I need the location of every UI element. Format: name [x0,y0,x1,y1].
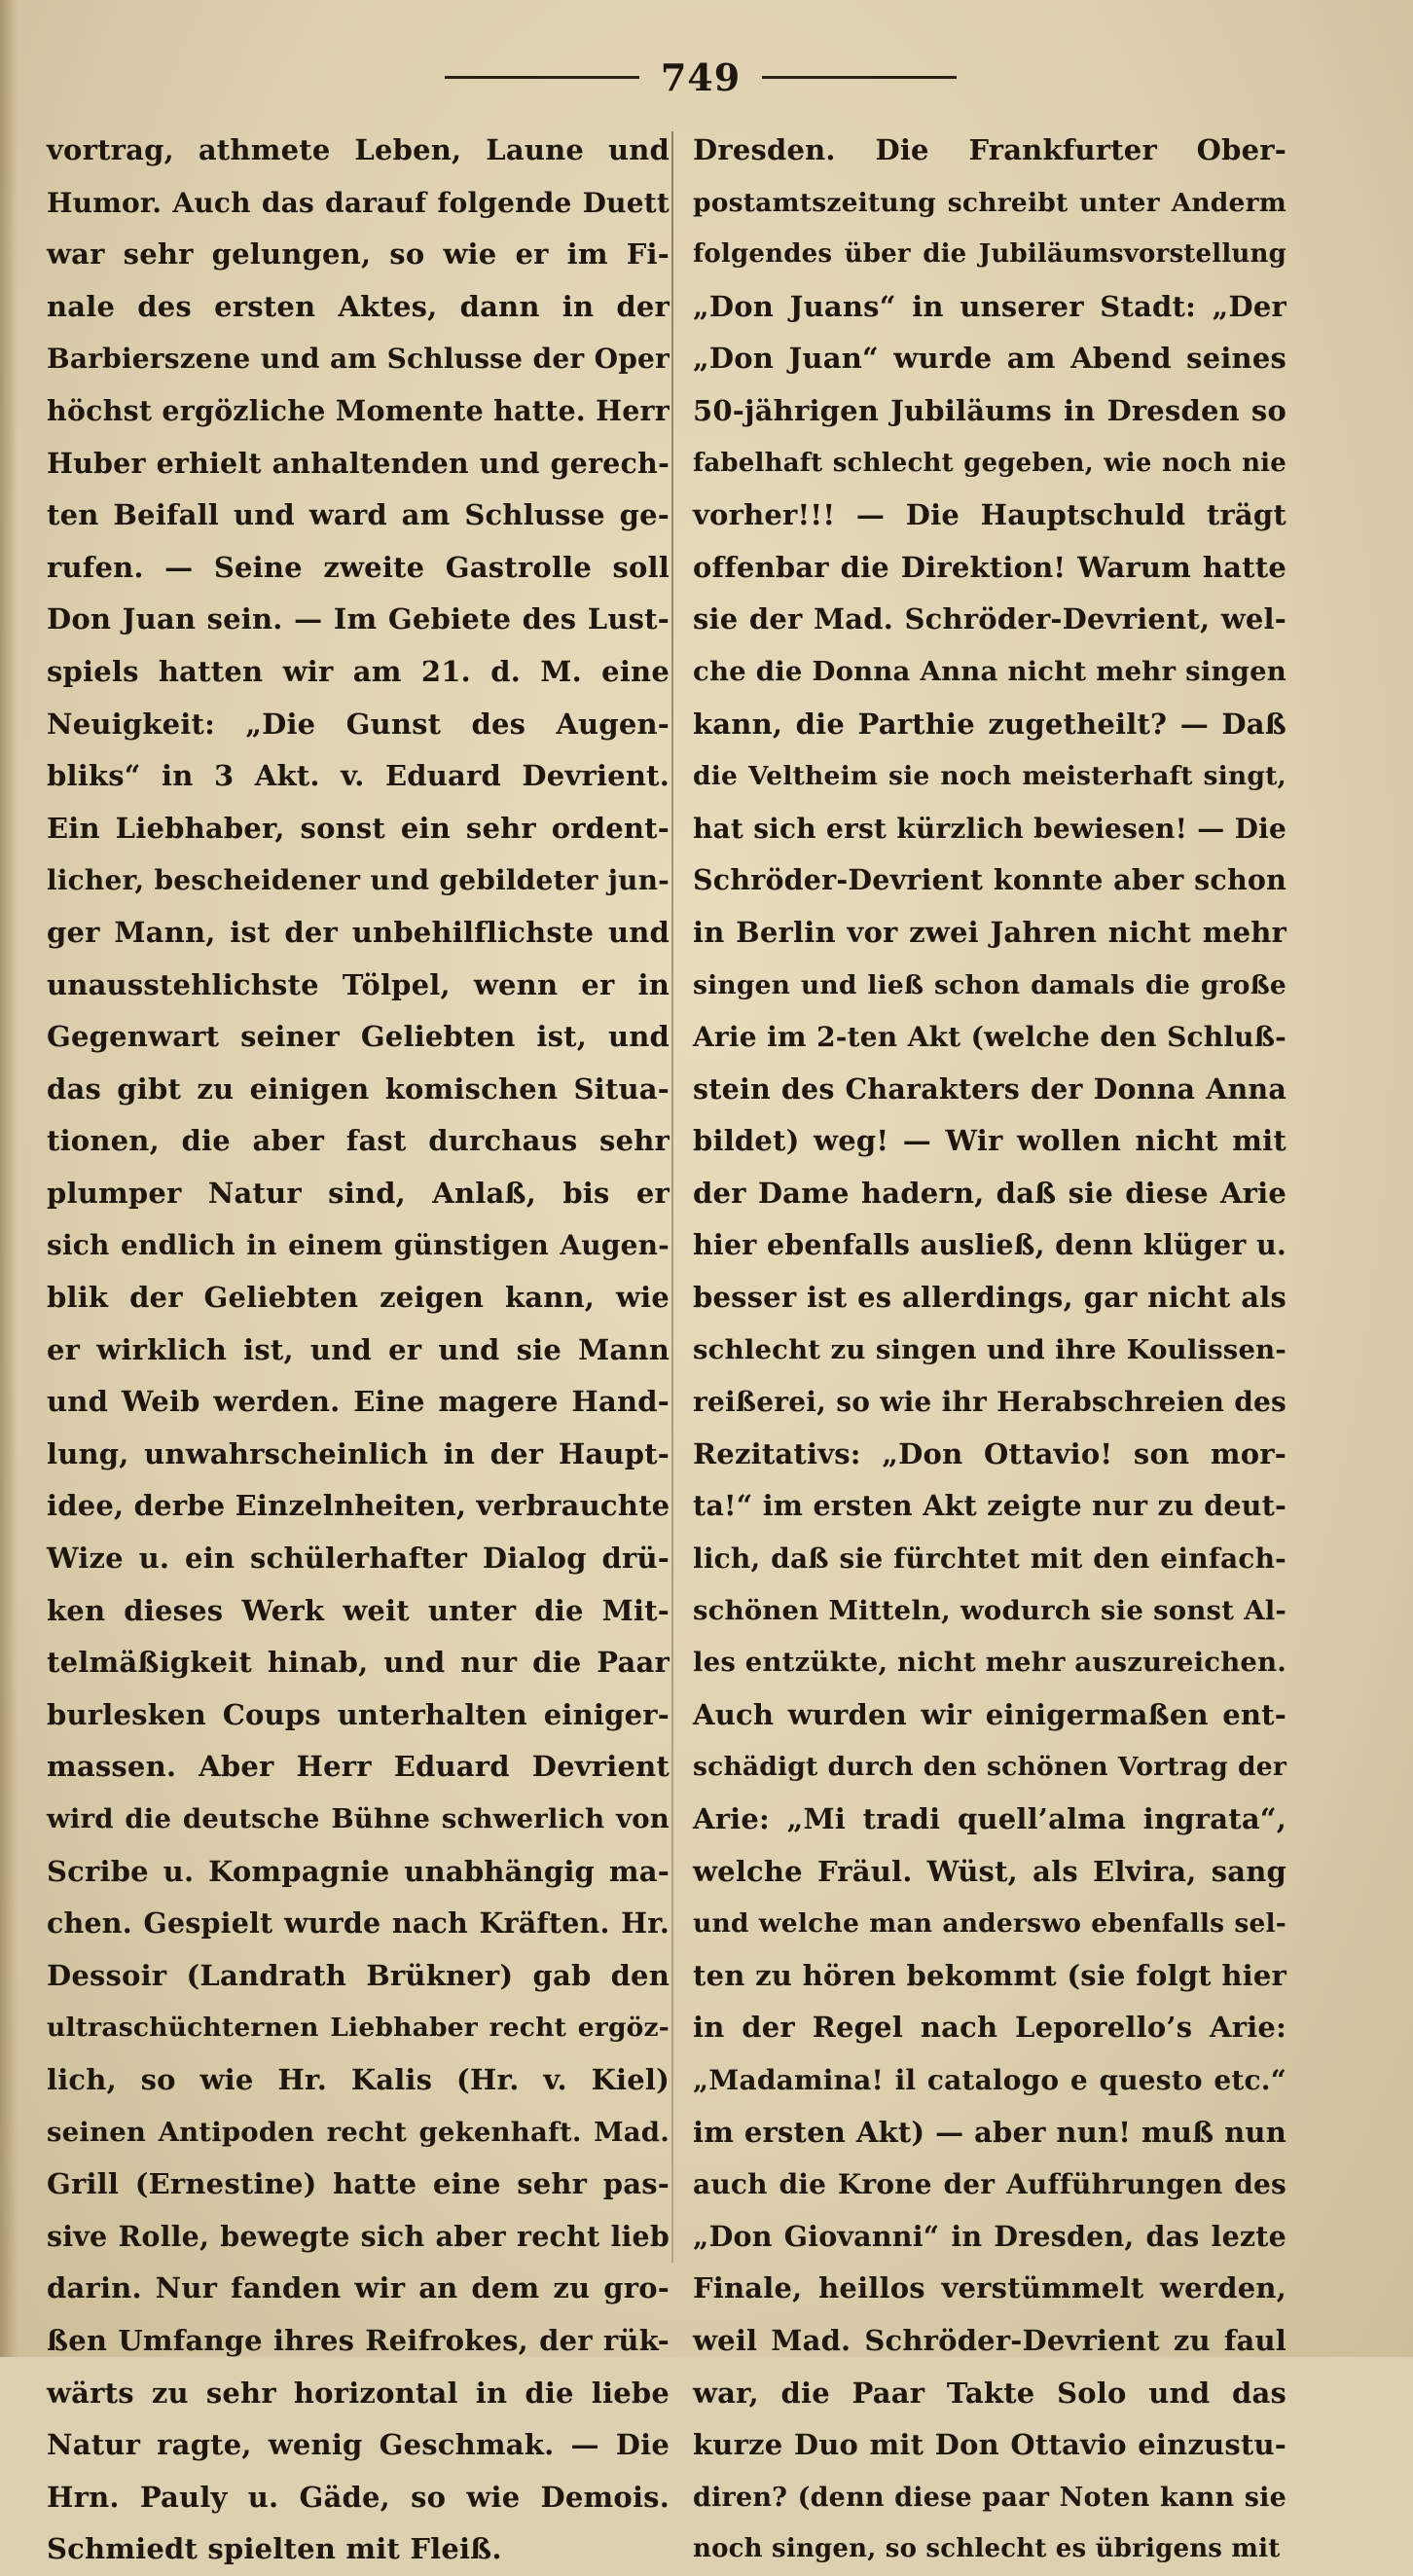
text-line: Scribe u. Kompagnie unabhängig ma- [47,1854,670,1888]
text-line: ultraschüchternen Liebhaber recht ergöz- [47,2013,670,2044]
text-line: licher, bescheidener und gebildeter jun- [47,864,670,897]
text-line: ten Beifall und ward am Schlusse ge- [47,498,670,532]
text-line: Hrn. Pauly u. Gäde, so wie Demois. [47,2480,670,2514]
text-line: auch die Krone der Aufführungen des [693,2168,1286,2201]
text-line: war sehr gelungen, so wie er im Fi- [47,237,670,272]
text-line: Dresden. Die Frankfurter Ober- [693,133,1286,166]
text-line: sive Rolle, bewegte sich aber recht lieb [47,2219,670,2253]
text-line: burlesken Coups unterhalten einiger- [47,1697,670,1731]
page-number: 749 [660,54,742,99]
text-line: bliks“ in 3 Akt. v. Eduard Devrient. [47,759,670,793]
text-line: welche Fräul. Wüst, als Elvira, sang [693,1854,1286,1888]
text-line: noch singen, so schlecht es übrigens mit [693,2534,1281,2564]
text-line: Arie im 2-ten Akt (welche den Schluß- [693,1021,1286,1054]
text-line: und welche man anderswo ebenfalls sel- [693,1908,1286,1940]
text-line: folgendes über die Jubiläumsvorstellung [693,239,1286,270]
text-line: in Berlin vor zwei Jahren nicht mehr [693,915,1286,949]
text-line: kurze Duo mit Don Ottavio einzustu- [693,2428,1286,2462]
text-line: Gegenwart seiner Geliebten ist, und [47,1020,670,1054]
text-line: der Dame hadern, daß sie diese Arie [693,1176,1286,1210]
text-line: weil Mad. Schröder-Devrient zu faul [693,2323,1286,2357]
header-rule-left [445,76,639,79]
text-line: Finale, heillos verstümmelt werden, [693,2271,1286,2305]
text-line: Humor. Auch das darauf folgende Duett [47,186,670,219]
text-line: lich, daß sie fürchtet mit den einfach- [693,1542,1286,1576]
text-line: Neuigkeit: „Die Gunst des Augen- [47,707,670,741]
text-line: blik der Geliebten zeigen kann, wie [47,1281,670,1315]
text-line: spiels hatten wir am 21. d. M. eine [47,654,670,688]
left-column [47,125,670,2566]
text-line: idee, derbe Einzelnheiten, verbrauchte [47,1489,670,1523]
text-line: ger Mann, ist der unbehilflichste und [47,915,670,949]
text-line: und Weib werden. Eine magere Hand- [47,1385,670,1419]
text-line: ken dieses Werk weit unter die Mit- [47,1593,670,1627]
text-line: tionen, die aber fast durchaus sehr [47,1124,670,1158]
text-line: nale des ersten Aktes, dann in der [47,289,670,323]
text-line: „Don Giovanni“ in Dresden, das lezte [693,2219,1286,2253]
text-line: im ersten Akt) — aber nun! muß nun [693,2115,1286,2149]
text-line: ten zu hören bekommt (sie folgt hier [693,1958,1286,1992]
text-line: massen. Aber Herr Eduard Devrient [47,1750,670,1784]
text-line: er wirklich ist, und er und sie Mann [47,1332,670,1366]
text-line: ßen Umfange ihres Reifrokes, der rük- [47,2323,670,2357]
text-line: Rezitativs: „Don Ottavio! son mor- [693,1436,1286,1470]
text-line: rufen. — Seine zweite Gastrolle soll [47,550,670,584]
text-line: 50-jährigen Jubiläums in Dresden so [693,393,1286,427]
text-line: „Madamina! il catalogo e questo etc.“ [693,2063,1286,2096]
text-line: hat sich erst kürzlich bewiesen! — Die [693,812,1286,845]
text-line: Schmiedt spielten mit Fleiß. [47,2532,502,2566]
text-line: unausstehlichste Tölpel, wenn er in [47,967,670,1001]
text-line: Arie: „Mi tradi quell’alma ingrata“, [693,1802,1286,1835]
text-line: bildet) weg! — Wir wollen nicht mit [693,1124,1286,1158]
text-line: die Veltheim sie noch meisterhaft singt, [693,761,1286,792]
text-line: fabelhaft schlecht gegeben, wie noch nie [693,448,1286,478]
text-line: Wize u. ein schülerhafter Dialog drü- [47,1542,670,1576]
text-line: Huber erhielt anhaltenden und gerech- [47,446,670,480]
text-line: ta!“ im ersten Akt zeigte nur zu deut- [693,1489,1286,1523]
text-line: seinen Antipoden recht gekenhaft. Mad. [47,2116,670,2148]
text-line: schlecht zu singen und ihre Koulissen- [693,1333,1286,1365]
text-line: chen. Gespielt wurde nach Kräften. Hr. [47,1906,670,1941]
text-line: reißerei, so wie ihr Herabschreien des [693,1386,1286,1419]
text-line: schönen Mitteln, wodurch sie sonst Al- [693,1594,1286,1626]
text-line: das gibt zu einigen komischen Situa- [47,1071,670,1106]
text-line: singen und ließ schon damals die große [693,969,1286,1000]
text-line: höchst ergözliche Momente hatte. Herr [47,393,670,427]
page-header [418,43,983,111]
text-line: sie der Mad. Schröder-Devrient, wel- [693,602,1286,636]
text-line: besser ist es allerdings, gar nicht als [693,1281,1286,1315]
right-column [693,125,1287,2564]
text-line: war, die Paar Takte Solo und das [693,2376,1286,2410]
header-rule-right [762,76,957,79]
text-line: Don Juan sein. — Im Gebiete des Lust- [47,602,670,636]
text-line: Auch wurden wir einigermaßen ent- [693,1697,1286,1731]
text-line: Ein Liebhaber, sonst ein sehr ordent- [47,811,670,845]
text-line: in der Regel nach Leporello’s Arie: [693,2011,1286,2045]
text-line: „Don Juan“ wurde am Abend seines [693,342,1286,376]
text-line: telmäßigkeit hinab, und nur die Paar [47,1646,670,1680]
text-line: lich, so wie Hr. Kalis (Hr. v. Kiel) [47,2062,670,2096]
text-line: Dessoir (Landrath Brükner) gab den [47,1958,670,1992]
text-line: vorher!!! — Die Hauptschuld trägt [693,498,1286,532]
text-line: schädigt durch den schönen Vortrag der [693,1752,1286,1783]
text-line: sich endlich in einem günstigen Augen- [47,1229,670,1262]
text-line: stein des Charakters der Donna Anna [693,1071,1286,1106]
text-line: Barbierszene und am Schlusse der Oper [47,343,670,376]
text-line: wird die deutsche Bühne schwerlich von [47,1803,670,1834]
text-line: che die Donna Anna nicht mehr singen [693,655,1286,687]
text-line: Grill (Ernestine) hatte eine sehr pas- [47,2167,670,2201]
page-edge-shadow [0,0,18,2357]
text-line: Natur ragte, wenig Geschmak. — Die [47,2428,670,2462]
column-divider [671,131,673,2263]
text-line: darin. Nur fanden wir an dem zu gro- [47,2271,670,2305]
text-line: lung, unwahrscheinlich in der Haupt- [47,1436,670,1470]
text-line: postamtszeitung schreibt unter Anderm [693,187,1286,218]
text-line: Schröder-Devrient konnte aber schon [693,863,1286,897]
text-line: les entzükte, nicht mehr auszureichen. [693,1647,1287,1679]
text-line: vortrag, athmete Leben, Laune und [47,133,670,166]
text-line: wärts zu sehr horizontal in die liebe [47,2376,670,2410]
text-line: „Don Juans“ in unserer Stadt: „Der [693,289,1286,323]
text-line: hier ebenfalls ausließ, denn klüger u. [693,1228,1286,1262]
text-line: kann, die Parthie zugetheilt? — Daß [693,707,1286,741]
text-line: offenbar die Direktion! Warum hatte [693,550,1286,584]
text-line: diren? (denn diese paar Noten kann sie [693,2482,1286,2513]
text-line: plumper Natur sind, Anlaß, bis er [47,1176,670,1210]
